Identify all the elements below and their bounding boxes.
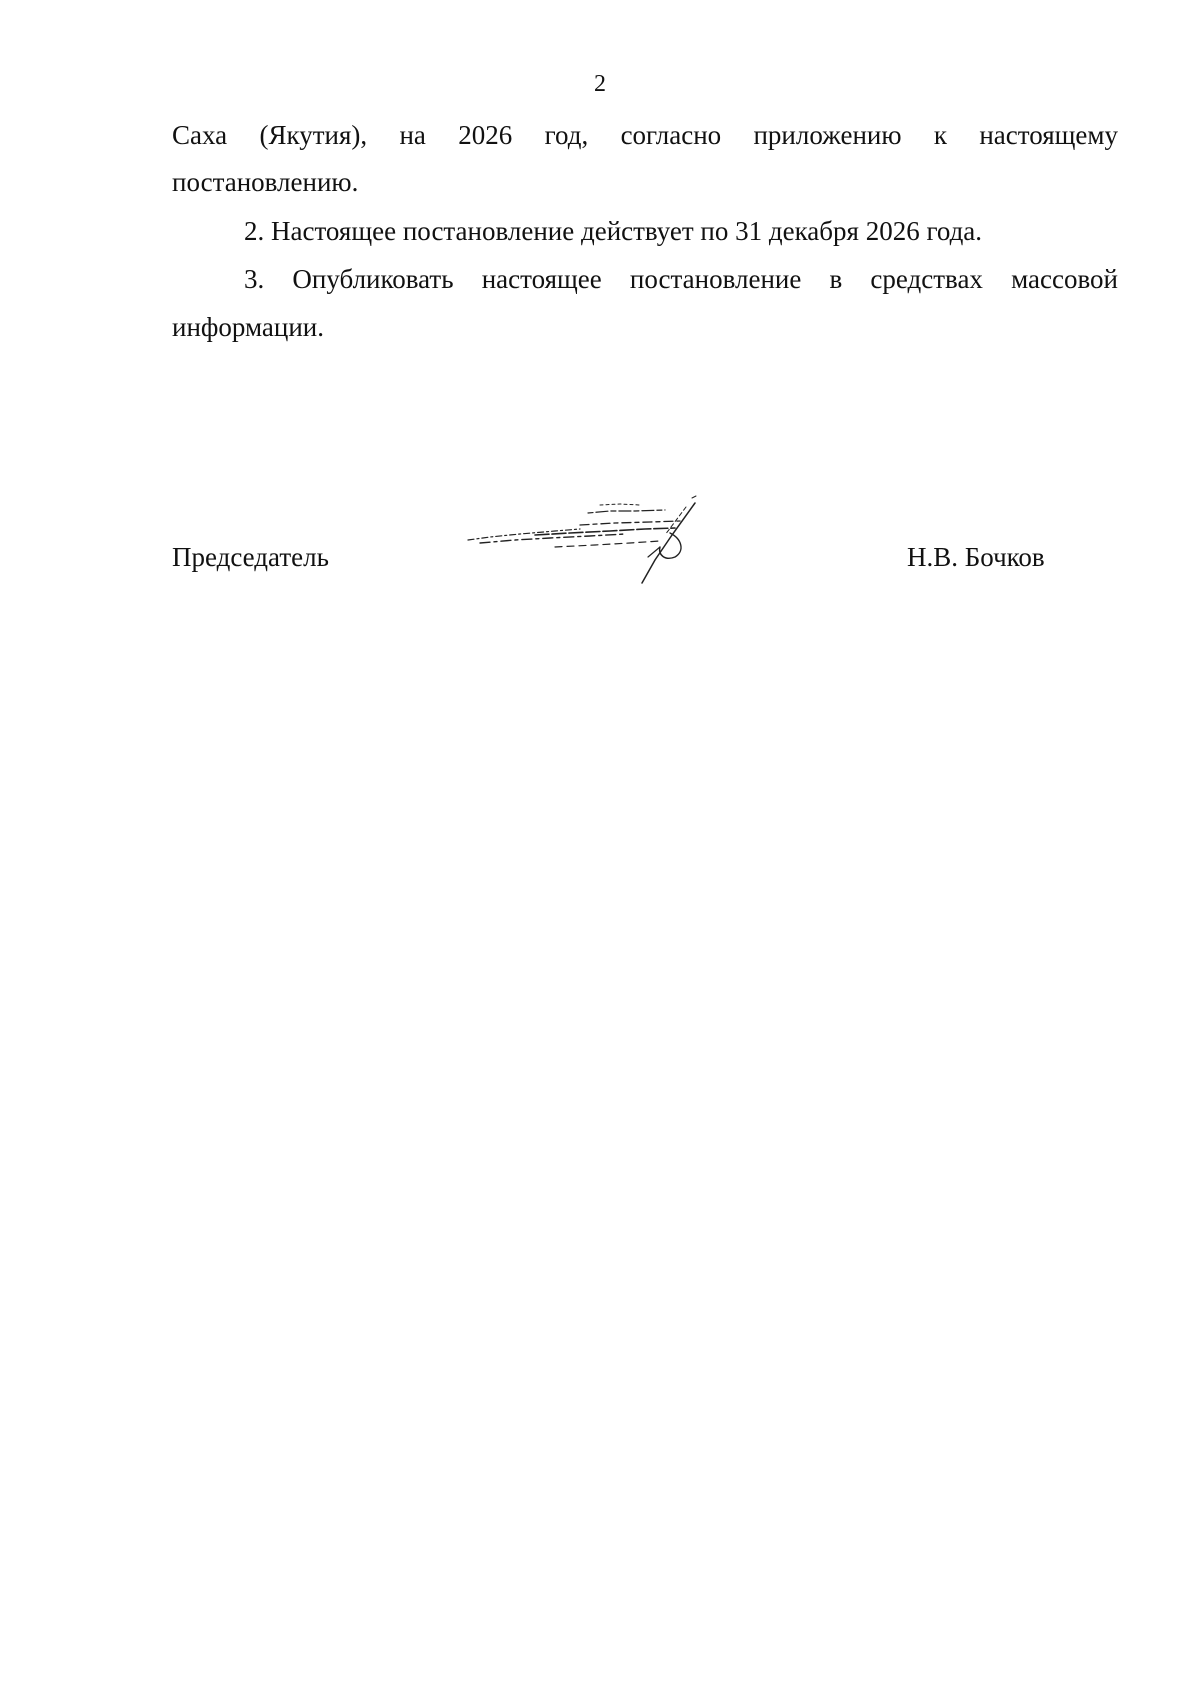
signature-block: [172, 540, 1118, 600]
paragraph-3-line-2: информации.: [172, 312, 324, 342]
word: настоящее: [481, 264, 602, 294]
signatory-name: Н.В. Бочков: [907, 542, 1045, 572]
word: настоящему: [979, 120, 1118, 150]
word: 2026: [458, 120, 513, 150]
word: 3.: [244, 264, 265, 294]
word: Саха: [172, 120, 228, 150]
word: постановление: [629, 264, 802, 294]
word: год,: [544, 120, 589, 150]
paragraph-2: 2. Настоящее постановление действует по 31 декабря 2026 года.: [244, 216, 983, 246]
word: в: [829, 264, 843, 294]
word: приложению: [753, 120, 902, 150]
word: согласно: [620, 120, 722, 150]
word: на: [399, 120, 426, 150]
word: Опубликовать: [292, 264, 454, 294]
word: (Якутия),: [259, 120, 368, 150]
page-number: 2: [594, 71, 606, 97]
paragraph-1-line-2: постановлению.: [172, 167, 359, 197]
paragraph-1-line-1: [172, 118, 1118, 152]
word: массовой: [1011, 264, 1118, 294]
paragraph-3-line-1: [172, 262, 1118, 296]
word: средствах: [870, 264, 983, 294]
word: к: [933, 120, 948, 150]
signatory-title: Председатель: [172, 542, 329, 572]
